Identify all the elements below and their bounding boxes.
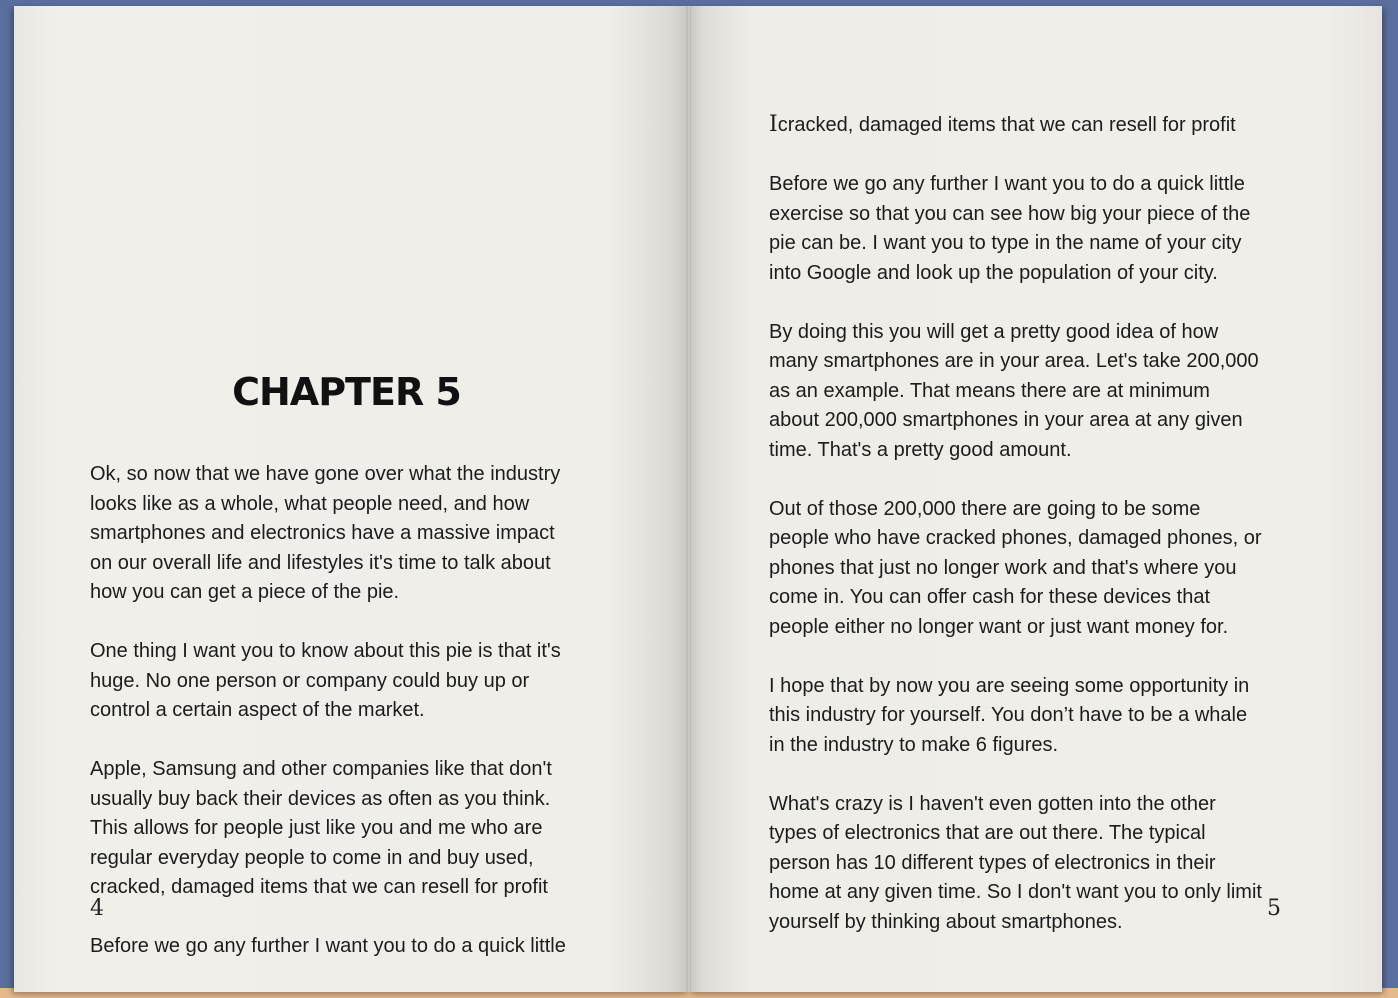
paragraph: Before we go any further I want you to do a quick little exercise so that you can see how big your piece of the pie can be. I want you to type in the name of your city into Google and look up the population of your city. [769,173,1251,284]
page-number-right: 5 [1267,896,1281,921]
paragraph: By doing this you will get a pretty good idea of how many smartphones are in your area. Let's take 200,000 as an example. That means there are at minimum about 200,000 smartphones in your area at any given time. That's a pretty good amount. [769,320,1259,461]
right-page-body [769,110,1329,967]
left-page [14,6,689,992]
left-page-body [90,460,630,991]
chapter-title: CHAPTER 5 [232,370,461,414]
paragraph: Before we go any further I want you to do a quick little [90,935,566,957]
first-line-text: cracked, damaged items that we can resell for profit [777,114,1236,136]
continued-line [769,110,1329,141]
right-page [689,6,1382,992]
paragraph: I hope that by now you are seeing some opportunity in this industry for yourself. You don’t have to be a whale in the industry to make 6 figures. [769,674,1250,756]
paragraph: Ok, so now that we have gone over what the industry looks like as a whole, what people need, and how smartphones and electronics have a massive impact on our overall life and lifestyles it's time to talk about how you can get a piece of the pie. [90,463,561,603]
first-letter: I [769,112,778,137]
paragraph: Apple, Samsung and other companies like that don't usually buy back their devices as often as you think. This allows for people just like you and me who are regular everyday people to come in and buy used, cracked, damaged items that we can resell for profit [90,758,552,898]
paragraph: One thing I want you to know about this pie is that it's huge. No one person or company could buy up or control a certain aspect of the market. [90,640,561,721]
book-spine [687,6,691,992]
page-number-left: 4 [90,896,104,921]
paragraph: What's crazy is I haven't even gotten into the other types of electronics that are out there. The typical person has 10 different types of electronics in their home at any given time. So I don't want you to only limit yourself by thinking about smartphones. [769,792,1262,933]
open-book [14,6,1382,992]
paragraph: Out of those 200,000 there are going to be some people who have cracked phones, damaged phones, or phones that just no longer work and that's where you come in. You can offer cash for these devices that people either no longer want or just want money for. [769,497,1262,638]
